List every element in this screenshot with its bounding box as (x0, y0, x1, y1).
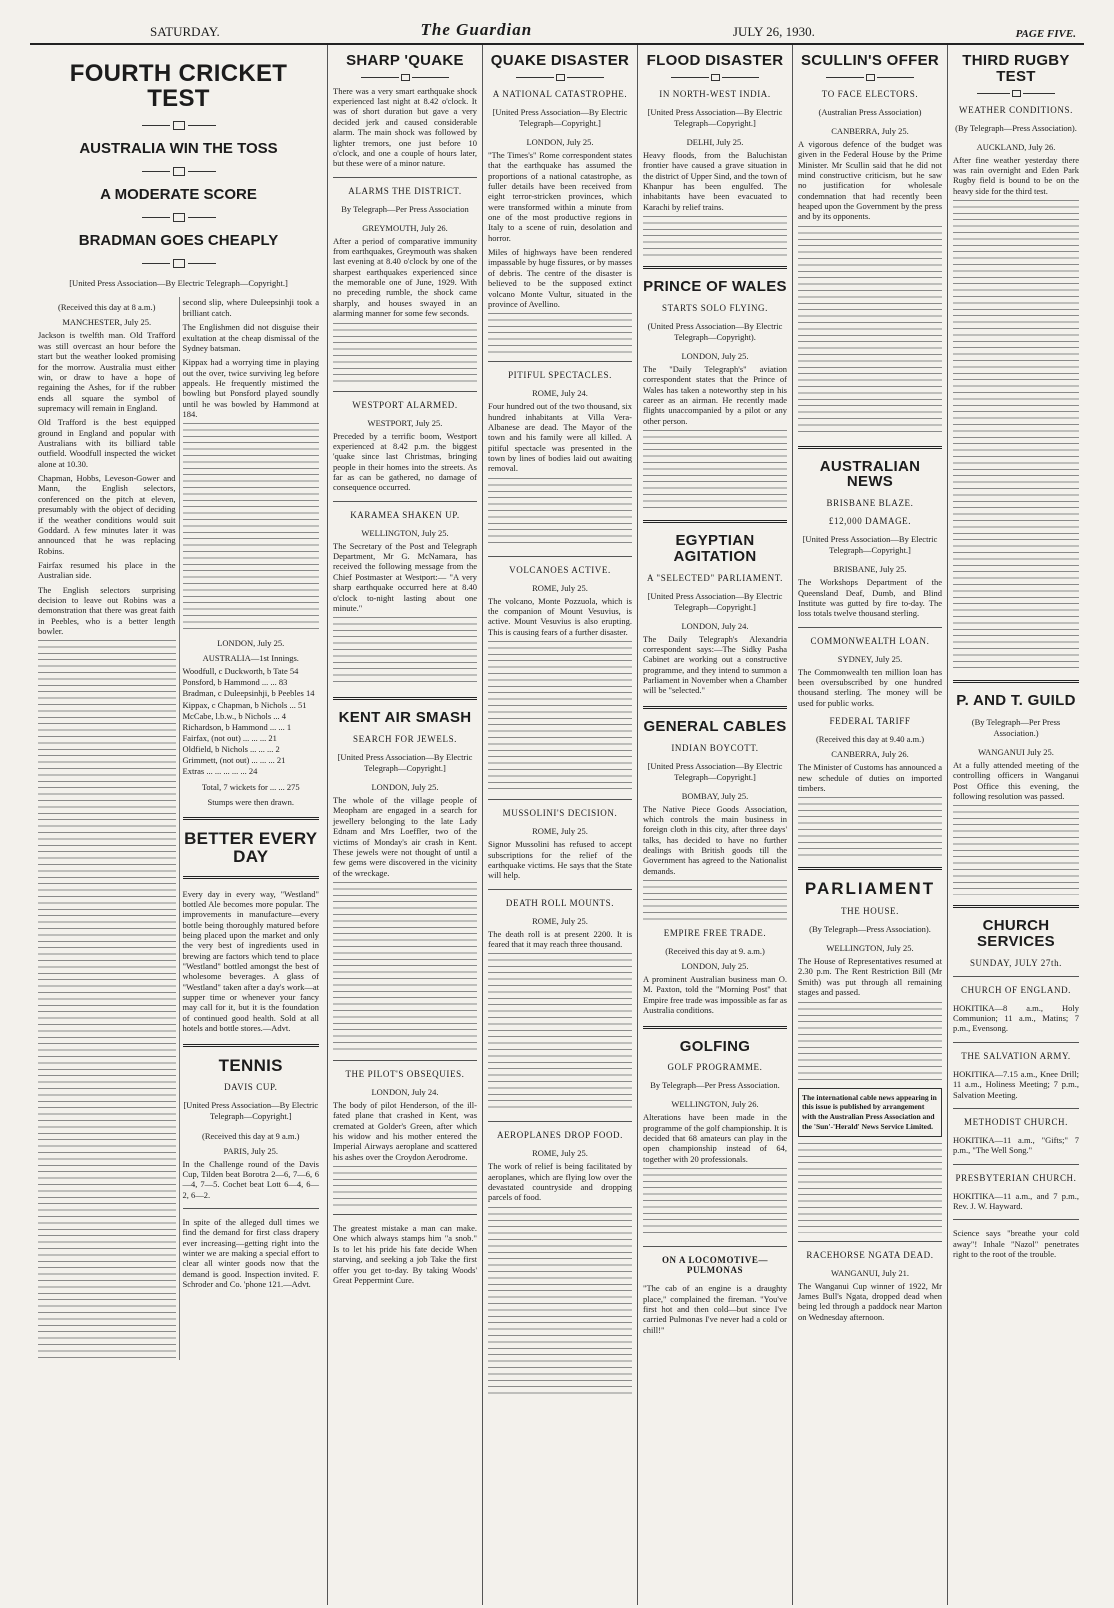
article-paragraph: second slip, where Duleepsinhji took a brilliant catch. (182, 297, 319, 318)
article-paragraph: Heavy floods, from the Baluchistan frontier have caused a grave situation in the district of Upper Sind, and the town of Khanpur has been engulfed. The inhabitants have been evacuated to Karachi by relief trains. (643, 149, 787, 212)
dateline: WELLINGTON, July 25. (361, 527, 449, 538)
divider (798, 446, 942, 449)
credit: (United Press Association—By Electric Telegraph—Copyright). (647, 320, 783, 342)
divider (953, 1219, 1079, 1220)
article-paragraph: Jackson is twelfth man. Old Trafford was still overcast an hour before the start but the weather looked promising for the morrow. Australia must either win, or draw to have a hope of regaining the Ashes, for if the rubber ends all square the symbol of supremacy will remain in England. (38, 330, 176, 413)
divider (333, 697, 477, 700)
ornament (35, 259, 322, 268)
dateline: PARIS, July 25. (223, 1145, 278, 1156)
article-paragraph: Old Trafford is the best equipped ground in England and popular with Australians with its billiard table outfield. Woodfull inspected the wicket alone at 10.30. (38, 417, 176, 469)
subhead: VOLCANOES ACTIVE. (509, 564, 611, 575)
subhead: PRESBYTERIAN CHURCH. (955, 1172, 1077, 1183)
rule (798, 74, 942, 81)
dateline: LONDON, July 25. (681, 350, 749, 361)
service-listing: HOKITIKA—7.15 a.m., Knee Drill; 11 a.m., Holiness Meeting; 7 p.m., Salvation Meeting. (953, 1068, 1079, 1100)
masthead-page: PAGE FIVE. (1015, 28, 1076, 40)
dateline: ROME, July 25. (532, 915, 588, 926)
score-row: Ponsford, b Hammond ... ... 83 (182, 677, 288, 688)
dateline: LONDON, July 25. (681, 961, 749, 972)
article-paragraph: At a fully attended meeting of the controlling officers in Wanganui Post Office this evening, the following resolution was passed. (953, 759, 1079, 801)
cricket-deck-2: A MODERATE SCORE (100, 186, 257, 204)
credit: [United Press Association—By Electric Telegraph—Copyright.] (647, 760, 783, 782)
column-quake-disaster (483, 45, 638, 1605)
text-body-filler (38, 640, 176, 1360)
divider (183, 876, 320, 879)
score-row: Grimmett, (not out) ... ... ... 21 (182, 754, 286, 765)
article-paragraph: The Daily Telegraph's Alexandria correspondent says:—The Sidky Pasha Cabinet are working out a constructive programme, and they intend to summon a Parliament in November when a Chamber will be "selected." (643, 633, 787, 696)
subhead: COMMONWEALTH LOAN. (810, 635, 930, 646)
text-body-filler (798, 1143, 942, 1233)
divider (643, 706, 787, 709)
subhead: THE PILOT'S OBSEQUIES. (345, 1068, 465, 1079)
text-body-filler (488, 953, 632, 1113)
divider (953, 1108, 1079, 1109)
ornament (35, 121, 322, 130)
subhead: A "SELECTED" PARLIAMENT. (646, 572, 783, 583)
score-row: Bradman, c Duleepsinhji, b Peebles 14 (182, 688, 315, 699)
rule (488, 74, 632, 81)
dateline: ROME, July 25. (532, 1148, 588, 1159)
dateline: WANGANUI July 25. (978, 746, 1054, 757)
cricket-credit: [United Press Association—By Electric Telegraph—Copyright.] (69, 278, 288, 289)
advert-paragraph: "The cab of an engine is a draughty place," complained the fireman. "You've first hot and then cold—but since I've carried Pulmonas I've never had a cold or chill!" (643, 1283, 787, 1335)
dateline: WELLINGTON, July 25. (826, 943, 914, 954)
score-row: Woodfull, c Duckworth, b Tate 54 (182, 666, 299, 677)
divider (333, 1214, 477, 1215)
dateline: ROME, July 25. (532, 582, 588, 593)
article-paragraph: The Englishmen did not disguise their exultation at the cheap dismissal of the Sydney batsman. (182, 322, 319, 353)
divider (488, 889, 632, 890)
dateline: LONDON, July 25. (217, 638, 285, 649)
dateline: AUCKLAND, July 26. (976, 141, 1056, 152)
cricket-deck-1: AUSTRALIA WIN THE TOSS (79, 140, 278, 158)
subhead: FEDERAL TARIFF (829, 716, 911, 727)
kent-headline: KENT AIR SMASH (338, 709, 472, 727)
text-body-filler (488, 1207, 632, 1397)
credit: (By Telegraph—Press Association). (955, 122, 1077, 133)
dateline: MANCHESTER, July 25. (62, 317, 152, 328)
text-body-filler (333, 1166, 477, 1206)
church-headline: CHURCH SERVICES (977, 917, 1055, 951)
dateline: LONDON, July 24. (681, 620, 749, 631)
article-paragraph: The Secretary of the Post and Telegraph Department, Mr G. McNamara, has received the following message from the Chief Postmaster at Westport:— "A very sharp earthquake occurred here at 8.40 o'clock to-night lasting about one minute." (333, 540, 477, 613)
subhead: GOLF PROGRAMME. (667, 1062, 763, 1073)
text-body-filler (183, 423, 320, 633)
credit: (By Telegraph—Press Association). (809, 924, 931, 935)
divider (183, 1208, 320, 1209)
column-cricket (30, 45, 328, 1605)
parliament-headline: PARLIAMENT (804, 879, 936, 899)
scorecard (183, 666, 320, 776)
dateline: CANBERRA, July 26. (831, 749, 909, 760)
cables-headline: GENERAL CABLES (643, 717, 787, 735)
article-paragraph: Fairfax resumed his place in the Australian side. (38, 559, 176, 581)
article-paragraph: A vigorous defence of the budget was given in the Federal House by the Prime Minister. Mr Scullin said that he did not mind constructive criticism, but he saw no justification for wholesale condemnation that had recently been heaped upon the Government by the press and by its opponents. (798, 138, 942, 222)
subhead: THE HOUSE. (841, 906, 899, 917)
text-body-filler (953, 200, 1079, 670)
article-paragraph: The whole of the village people of Meopham are engaged in a search for jewellery belonging to the late Lady Ednam and Mrs Loeffler, two of the victims of Monday's air crash in Kent. These jewels were not thought of until a few gems were discovered in the vicinity of the wreckage. (333, 795, 477, 878)
divider (488, 799, 632, 800)
subhead: DEATH ROLL MOUNTS. (505, 897, 615, 908)
article-paragraph: After fine weather yesterday there was rain overnight and Eden Park Rugby field is bound to be on the heavy side for the third test. (953, 154, 1079, 196)
scullin-headline: SCULLIN'S OFFER (800, 52, 940, 69)
advert-paragraph: In spite of the alleged dull times we find the demand for first class drapery ever increasing—getting right into the winter we are making a special effort to clear all winter goods now that the demand is good. Inspection invited. F. Schroder and Co. 'phone 121.—Advt. (182, 1216, 319, 1290)
subhead: WESTPORT ALARMED. (352, 399, 458, 410)
subhead: SUNDAY, JULY 27th. (969, 957, 1063, 968)
divider (643, 1026, 787, 1029)
received-note: (Received this day at 9.40 a.m.) (815, 734, 925, 745)
score-row: Extras ... ... ... ... ... 24 (182, 765, 258, 776)
score-row: Richardson, b Hammond ... ... 1 (182, 721, 292, 732)
text-body-filler (643, 430, 787, 510)
article-paragraph: The Workshops Department of the Queensland Deaf, Dumb, and Blind Institute was gutted by fire to-day. The loss totals twelve thousand sterling. (798, 577, 942, 619)
divider (643, 1246, 787, 1247)
divider (183, 817, 320, 820)
article-paragraph: Alterations have been made in the programme of the golf championship. It is decided that 68 amateurs can play in the open championship instead of 64, together with 20 professionals. (643, 1112, 787, 1164)
dateline: ROME, July 24. (532, 388, 588, 399)
divider (798, 867, 942, 870)
subhead: RACEHORSE NGATA DEAD. (806, 1249, 934, 1260)
cable-notice-box: The international cable news appearing in this issue is published by arrangement with the Australian Press Association and the 'Sun'-'Herald' News Service Limited. (798, 1088, 942, 1137)
column-rugby-church (948, 45, 1084, 1605)
dateline: WELLINGTON, July 26. (671, 1099, 759, 1110)
dateline: DELHI, July 25. (686, 136, 744, 147)
service-listing: HOKITIKA—8 a.m., Holy Communion; 11 a.m., Matins; 7 p.m., Evensong. (953, 1002, 1079, 1034)
received-note: (Received this day at 8 a.m.) (58, 302, 156, 313)
divider (643, 266, 787, 269)
masthead-day: SATURDAY. (150, 24, 220, 39)
article-paragraph: The Minister of Customs has announced a new schedule of duties on imported timbers. (798, 762, 942, 793)
golf-headline: GOLFING (679, 1037, 751, 1055)
article-paragraph: A prominent Australian business man O. M. Paxton, told the "Morning Post" that Empire free trade was impossible as far as Australia conditions. (643, 974, 787, 1016)
subhead: A NATIONAL CATASTROPHE. (492, 88, 628, 99)
divider (798, 627, 942, 628)
received-note: (Received this day at 9. a.m.) (665, 946, 765, 957)
australian-news-headline: AUSTRALIAN NEWS (819, 457, 921, 491)
divider (953, 905, 1079, 908)
cricket-subcolumns (35, 297, 322, 1360)
divider (488, 1121, 632, 1122)
score-total: Total, 7 wickets for ... ... 275 (201, 781, 300, 792)
subhead: BRISBANE BLAZE. (826, 498, 914, 509)
subhead: THE SALVATION ARMY. (961, 1050, 1071, 1061)
article-paragraph: Signor Mussolini has refused to accept subscriptions for the relief of the earthquake victims. He says that the State will help. (488, 839, 632, 881)
rule (333, 74, 477, 81)
better-headline: BETTER EVERY DAY (184, 828, 318, 866)
stumps-note: Stumps were then drawn. (207, 796, 294, 807)
divider (488, 361, 632, 362)
article-paragraph: The English selectors surprising decision to leave out Robins was a demonstration that there was great faith in Peebles, who is a better length bowler. (38, 584, 176, 637)
cricket-headline: FOURTH CRICKET TEST (69, 60, 288, 113)
credit: [United Press Association—By Electric Telegraph—Copyright.] (802, 534, 938, 556)
subhead: £12,000 DAMAGE. (828, 516, 912, 527)
score-row: McCabe, l.b.w., b Nichols ... 4 (182, 710, 287, 721)
dateline: ROME, July 25. (532, 826, 588, 837)
received-note: (Received this day at 9 a.m.) (202, 1130, 300, 1141)
credit: By Telegraph—Per Press Association (341, 203, 469, 214)
ornament (35, 167, 322, 176)
advert-paragraph: The greatest mistake a man can make. One which always stamps him "a snob." Is to let his pride his fate decide When starving, and seeking a job Take the first offer you get to-day. By taking Woods' Great Peppermint Cure. (333, 1223, 477, 1285)
article-paragraph: The House of Representatives resumed at 2.30 p.m. The Rent Restriction Bill (Mr Smith) was put through all remaining stages and passed. (798, 956, 942, 998)
divider (333, 391, 477, 392)
score-row: Oldfield, b Nichols ... ... ... 2 (182, 743, 280, 754)
credit: [United Press Association—By Electric Telegraph—Copyright.] (647, 106, 783, 128)
article-paragraph: Four hundred out of the two thousand, six hundred inhabitants at Villa Vera-Albanese are dead. The Mayor of the town and his family were all killed. A pitiful spectacle was presented in the town by lines of bodies laid out awaiting removal. (488, 401, 632, 474)
dateline: LONDON, July 25. (371, 782, 439, 793)
dateline: GREYMOUTH, July 26. (362, 222, 448, 233)
column-flood-cables (638, 45, 793, 1605)
text-body-filler (643, 216, 787, 256)
article-paragraph: The work of relief is being facilitated by aeroplanes, which are flying low over the devastated countryside and dropping parcels of food. (488, 1161, 632, 1203)
credit: [United Press Association—By Electric Telegraph—Copyright.] (492, 106, 628, 128)
guild-headline: P. AND T. GUILD (956, 691, 1076, 709)
cricket-deck-3: BRADMAN GOES CHEAPLY (78, 232, 279, 250)
subhead: ON A LOCOMOTIVE—PULMONAS (661, 1255, 769, 1276)
text-body-filler (798, 797, 942, 857)
text-body-filler (488, 641, 632, 791)
text-body-filler (488, 313, 632, 353)
egypt-headline: EGYPTIAN AGITATION (673, 532, 757, 565)
article-paragraph: In the Challenge round of the Davis Cup, Tilden beat Borotra 2—6, 7—6, 6—4, 7—5. Cochet beat Lott 6—4, 6—2, 6—2. (182, 1158, 319, 1200)
wales-headline: PRINCE OF WALES (643, 278, 787, 295)
subhead: MUSSOLINI'S DECISION. (502, 808, 618, 819)
dateline: WANGANUI, July 21. (831, 1267, 909, 1278)
divider (643, 520, 787, 523)
article-paragraph: Kippax had a worrying time in playing out the over, twice surviving leg before appeals. He frequently mistimed the bowling but Ponsford played soundly until he was bowled by Hammond at 184. (182, 357, 319, 420)
cricket-right (179, 297, 323, 1360)
credit: [United Press Association—By Electric Telegraph—Copyright.] (337, 751, 473, 774)
score-row: Fairfax, (not out) ... ... ... 21 (182, 732, 277, 743)
ornament (35, 213, 322, 222)
cricket-left (35, 297, 179, 1360)
flood-headline: FLOOD DISASTER (646, 52, 784, 69)
rugby-headline: THIRD RUGBY TEST (962, 52, 1070, 85)
dateline: BRISBANE, July 25. (833, 564, 907, 575)
service-listing: HOKITIKA—11 a.m., and 7 p.m., Rev. J. W. Hayward. (953, 1190, 1079, 1211)
divider (333, 1060, 477, 1061)
text-body-filler (798, 1002, 942, 1082)
subhead: ALARMS THE DISTRICT. (348, 185, 462, 196)
score-row: Kippax, c Chapman, b Nichols ... 51 (182, 699, 307, 710)
subhead: EMPIRE FREE TRADE. (663, 928, 767, 939)
score-head: AUSTRALIA—1st Innings. (202, 653, 299, 664)
service-listing: HOKITIKA—11 a.m., "Gifts;" 7 p.m., "The Well Song." (953, 1134, 1079, 1156)
credit: (By Telegraph—Per Press Association.) (971, 716, 1061, 738)
article-paragraph: Preceded by a terrific boom, Westport experienced at 8.42 p.m. the biggest 'quake since last Christmas, bringing people in their homes into the streets. As far as can be gathered, no damage of consequence occurred. (333, 430, 477, 493)
subhead: STARTS SOLO FLYING. (662, 302, 768, 313)
column-australia-parliament (793, 45, 948, 1605)
text-body-filler (643, 1168, 787, 1238)
text-body-filler (643, 880, 787, 920)
article-paragraph: The body of pilot Henderson, of the ill-fated plane that crashed in Kent, was cremated at Golder's Green, after which his widow and his mother entered the Imperial Airways aeroplane and scattered his ashes over the Croydon Aerodrome. (333, 1099, 477, 1162)
divider (953, 680, 1079, 683)
subhead: SEARCH FOR JEWELS. (352, 733, 458, 744)
tennis-credit: [United Press Association—By Electric Telegraph—Copyright.] (183, 1100, 319, 1122)
article-paragraph: There was a very smart earthquake shock experienced last night at 8.42 o'clock. It was of short duration but gave a very decided jerk and caused considerable alarm. The main shock was followed by lighter tremors, one just before 10 o'clock, and one a couple of hours later, but these were of a minor nature. (333, 85, 477, 169)
credit: [United Press Association—By Electric Telegraph—Copyright.] (647, 590, 783, 612)
dateline: LONDON, July 25. (526, 136, 594, 147)
subhead: KARAMEA SHAKEN UP. (350, 509, 460, 520)
divider (953, 976, 1079, 977)
divider (953, 1164, 1079, 1165)
divider (798, 1241, 942, 1242)
tennis-headline: TENNIS (218, 1055, 283, 1075)
advert-paragraph: Science says "breathe your cold away"! Inhale "Nazol" penetrates right to the root of the trouble. (953, 1228, 1079, 1260)
article-paragraph: After a period of comparative immunity from earthquakes, Greymouth was shaken last evening at 8.40 o'clock by one of the sharpest earthquakes experienced since the memorable one of June, 1929. With no preceding rumble, the shock came sharply, and houses swayed in an alarming manner for some few seconds. (333, 235, 477, 319)
subhead: INDIAN BOYCOTT. (671, 742, 759, 753)
article-paragraph: The Wanganui Cup winner of 1922, Mr James Bull's Ngata, dropped dead when being led through a paddock near Marton on Wednesday afternoon. (798, 1280, 942, 1322)
article-paragraph: Chapman, Hobbs, Leveson-Gower and Mann, the English selectors, conferenced on the pitch at eleven, presumably with the object of deciding if the weather conditions would suit Goddard. A few minutes later it was announced that he was replacing Robins. (38, 473, 176, 556)
subhead: CHURCH OF ENGLAND. (960, 984, 1072, 995)
subhead: METHODIST CHURCH. (963, 1116, 1069, 1127)
column-earthquake (328, 45, 483, 1605)
rule (953, 90, 1079, 97)
dateline: CANBERRA, July 25. (831, 125, 909, 136)
divider (953, 1042, 1079, 1043)
article-paragraph: The death roll is at present 2200. It is feared that it may reach three thousand. (488, 928, 632, 949)
quake-headline: SHARP 'QUAKE (346, 52, 464, 69)
masthead (30, 6, 1084, 45)
article-paragraph: The volcano, Monte Pozzuola, which is the companion of Mount Vesuvius, is active. Mount Vesuvius is also erupting. This is causing fears of a further disaster. (488, 595, 632, 637)
text-body-filler (333, 323, 477, 383)
credit: By Telegraph—Per Press Association. (650, 1080, 780, 1091)
article-paragraph: The Commonwealth ten million loan has been oversubscribed by one hundred thousand sterling. The money will be used for public works. (798, 666, 942, 708)
text-body-filler (798, 226, 942, 436)
columns (30, 45, 1084, 1605)
dateline: LONDON, July 24. (371, 1086, 439, 1097)
subhead: PITIFUL SPECTACLES. (508, 370, 612, 381)
masthead-name: The Guardian (420, 20, 533, 39)
text-body-filler (333, 882, 477, 1052)
divider (333, 177, 477, 178)
divider (183, 1044, 320, 1047)
credit: (Australian Press Association) (818, 106, 922, 117)
text-body-filler (333, 617, 477, 687)
subhead: IN NORTH-WEST INDIA. (659, 88, 771, 99)
text-body-filler (953, 805, 1079, 895)
tennis-deck: DAVIS CUP. (224, 1082, 278, 1093)
divider (333, 501, 477, 502)
article-paragraph: Miles of highways have been rendered impassable by huge fissures, or by masses of debris. The centre of the disaster is believed to be the supposed extinct volcano Monte Vultur, situated in the province of Avellino. (488, 247, 632, 309)
masthead-date: JULY 26, 1930. (732, 24, 815, 39)
subhead: WEATHER CONDITIONS. (959, 104, 1073, 115)
rule (643, 74, 787, 81)
advert-paragraph: Every day in every way, "Westland" bottled Ale becomes more popular. The improvements in manufacture—every bottle being thoroughly matured before being placed upon the market and only the very best of ingredients used in brewing are factors which tend to place "Westland" bottled amongst the best of wholesome beverages. A glass of "Westland" taken after a day's work—at supper time or whenever your fancy may call for it, but it is the foundation of continued good health. Sold at all hotels and bottle stores.—Advt. (182, 888, 319, 1034)
dateline: BOMBAY, July 25. (681, 790, 749, 801)
subhead: TO FACE ELECTORS. (821, 88, 919, 99)
article-paragraph: "The Times's" Rome correspondent states that the earthquake has assumed the proportions of a national catastrophe, as fuller details have been received from eight terror-stricken provinces, which were transformed within a minute from one of the most productive regions in Italy to a scene of ruin, desolation and horror. (488, 149, 632, 243)
subhead: AEROPLANES DROP FOOD. (496, 1130, 624, 1141)
article-paragraph: The "Daily Telegraph's" aviation correspondent states that the Prince of Wales has taken a noteworthy step in his career as an airman. He recently made flights unaccompanied by a pilot or any other person. (643, 363, 787, 426)
text-body-filler (488, 478, 632, 548)
dateline: WESTPORT, July 25. (367, 417, 443, 428)
article-paragraph: The Native Piece Goods Association, which controls the main business in foreign cloth in this city, after three days' talks, has decided to have no further dealings with British goods till the Government has agreed to the Nationalist demands. (643, 803, 787, 876)
quake-disaster-headline: QUAKE DISASTER (490, 52, 630, 69)
divider (488, 556, 632, 557)
dateline: SYDNEY, July 25. (837, 653, 903, 664)
